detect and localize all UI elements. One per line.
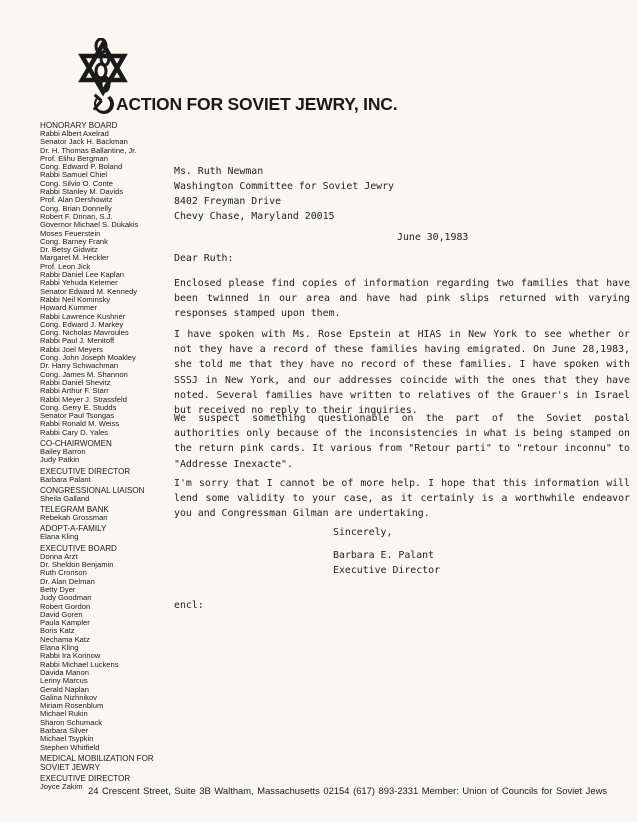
sidebar-member-name: Donna Arzt (40, 551, 78, 561)
closing: Sincerely, (333, 527, 393, 538)
sidebar-section-title: TELEGRAM BANK (40, 505, 109, 515)
organization-name: ACTION FOR SOVIET JEWRY, INC. (116, 94, 398, 114)
sidebar-member-name: Prof. Elihu Bergman (40, 153, 108, 163)
sidebar-member-name: Paula Kampler (40, 618, 90, 628)
sidebar-member-name: Rabbi Daniel Shevitz (40, 377, 111, 387)
sidebar-member-name: Rebekah Grossman (40, 513, 108, 523)
sidebar-member-name: Prof. Leon Jick (40, 261, 91, 271)
sidebar-member-name: Elana Kling (40, 643, 79, 653)
sidebar-section-title: CO-CHAIRWOMEN (40, 438, 112, 448)
sidebar-member-name: Dr. H. Thomas Ballantine, Jr. (40, 145, 137, 155)
sidebar-member-name: Cong. James M. Shannon (40, 369, 128, 379)
sidebar-member-name: Rabbi Neil Kominsky (40, 294, 111, 304)
sidebar-member-name: Cong. Barney Frank (40, 236, 108, 246)
sidebar-member-name: Governor Michael S. Dukakis (40, 220, 139, 230)
letter-body (174, 0, 634, 800)
sidebar-member-name: Barbara Palant (40, 474, 91, 484)
sidebar-member-name: Rabbi Lawrence Kushner (40, 311, 126, 321)
paragraph-1: Enclosed please find copies of information regarding two families that have been twinned in our area and have had pink slips returned with varying responses stamped upon them. (174, 278, 630, 320)
sidebar-member-name: Rabbi Stanley M. Davids (40, 187, 124, 197)
sidebar-member-name: Robert F. Drinan, S.J. (40, 211, 113, 221)
sidebar-member-name: Senator Jack H. Backman (40, 137, 128, 147)
sidebar-member-name: Stephen Whitfield (40, 742, 100, 752)
sidebar-member-name: Rabbi Arthur F. Starr (40, 386, 109, 396)
sidebar-member-name: Judy Goodman (40, 593, 92, 603)
sidebar-member-name: Robert Gordon (40, 601, 91, 611)
sidebar-section-title: HONORARY BOARD (40, 121, 118, 130)
signer-name: Barbara E. Palant (333, 550, 435, 561)
sidebar-member-name: Bailey Barron (40, 446, 86, 456)
sidebar-member-name: Dr. Harry Schwachman (40, 361, 119, 371)
sidebar-member-name: Nechama Katz (40, 634, 90, 644)
sidebar-member-name: Senator Paul Tsongas (40, 411, 115, 421)
sidebar-section-title: ADOPT-A-FAMILY (40, 524, 107, 534)
sidebar-member-name: Dr. Sheldon Benjamin (40, 560, 114, 570)
sidebar-section-title: CONGRESSIONAL LIAISON (40, 485, 145, 495)
sidebar-member-name: Miriam Rosenblum (40, 701, 104, 711)
hammer-sickle-icon (93, 94, 114, 114)
sidebar-member-name: Rabbi Yehuda Kelemer (40, 278, 118, 288)
sidebar-member-name: Galina Nizhnikov (40, 692, 97, 702)
sidebar-member-name: Dr. Betsy Gidwitz (40, 245, 98, 255)
recipient-organization: Washington Committee for Soviet Jewry (174, 181, 394, 192)
signer-title: Executive Director (333, 565, 441, 576)
sidebar-member-name: Rabbi Joel Meyers (40, 344, 103, 354)
sidebar-member-name: Rabbi Michael Luckens (40, 659, 119, 669)
sidebar-member-name: Gerald Naplan (40, 684, 89, 694)
letterhead-footer: 24 Crescent Street, Suite 3B Waltham, Massachusetts 02154 (617) 893-2331 Member: Union of Councils for Soviet Jews (88, 785, 608, 796)
sidebar-member-name: Rabbi Paul J. Menitoff (40, 336, 115, 346)
sidebar-member-name: Cong. Silvio O. Conte (40, 178, 114, 188)
sidebar-member-name: Rabbi Ronald M. Weiss (40, 419, 120, 429)
paragraph-4: I'm sorry that I cannot be of more help. I hope that this information will lend some validity to your case, as it certainly is a worthwhile endeavor you and Congressman Gilman are undertaking. (174, 478, 630, 520)
recipient-city: Chevy Chase, Maryland 20015 (174, 211, 335, 222)
sidebar-member-name: Rabbi Daniel Lee Kaplan (40, 270, 125, 280)
sidebar-member-name: Rabbi Samuel Chiel (40, 170, 108, 180)
enclosure-note: encl: (174, 600, 204, 611)
paragraph-3: We suspect something questionable on the part of the Soviet postal authorities only because of the inconsistencies in what is being stamped on the return pink cards. It various from "Retour parti" to "retour inconnu" to "Addresse Inexacte". (174, 413, 630, 470)
sidebar-member-name: Sheila Galland (40, 493, 90, 503)
sidebar-member-name: Senator Edward M. Kennedy (40, 286, 138, 296)
sidebar-member-name: Rabbi Meyer J. Strassfeld (40, 394, 127, 404)
sidebar-member-name: Boris Katz (40, 626, 75, 636)
sidebar-member-name: Moses Feuerstein (40, 228, 101, 238)
recipient-name: Ms. Ruth Newman (174, 166, 264, 177)
paragraph-2: I have spoken with Ms. Rose Epstein at HIAS in New York to see whether or not they have a record of these families having emigrated. On June 28,1983, she told me that they have no record of these families. I have spoken with SSSJ in New York, and our addresses coincide with the ones that they have noted. Several families have written to relatives of the Grauer's in Israel but received no reply to their inquiries. (174, 329, 630, 417)
sidebar-member-name: Margaret M. Heckler (40, 253, 109, 263)
sidebar-member-name: Cong. John Joseph Moakley (40, 353, 136, 363)
sidebar-member-name: Cong. Nicholas Mavroules (40, 328, 129, 338)
sidebar-member-name: Joyce Zakim (40, 781, 83, 791)
sidebar-section-title: EXECUTIVE DIRECTOR (40, 773, 131, 783)
sidebar-member-name: David Goren (40, 609, 83, 619)
sidebar-member-name: Cong. Brian Donnelly (40, 203, 112, 213)
sidebar-section-title: MEDICAL MOBILIZATION FOR SOVIET JEWRY (40, 753, 154, 772)
sidebar-member-name: Cong. Edward J. Markey (40, 319, 124, 329)
recipient-street: 8402 Freyman Drive (174, 196, 282, 207)
sidebar-member-name: Cong. Gerry E. Studds (40, 402, 117, 412)
sidebar-member-name: Davida Manon (40, 667, 89, 677)
sidebar-section-title: EXECUTIVE DIRECTOR (40, 466, 131, 476)
sidebar-member-name: Rabbi Albert Axelrad (40, 129, 109, 138)
sidebar-member-name: Ruth Cronson (40, 568, 87, 578)
sidebar-member-name: Sharon Schumack (40, 717, 103, 727)
board-member-list (40, 121, 162, 791)
sidebar-member-name: Barbara Silver (40, 726, 89, 735)
sidebar-member-name: Michael Tsypkin (40, 734, 94, 744)
sidebar-member-name: Howard Kummer (40, 303, 97, 313)
sidebar-member-name: Prof. Alan Dershowitz (40, 195, 113, 205)
letter-date: June 30,1983 (397, 232, 469, 243)
sidebar-member-name: Michael Rukin (40, 709, 88, 719)
salutation: Dear Ruth: (174, 253, 234, 264)
sidebar-member-name: Cong. Edward P. Boland (40, 162, 123, 172)
sidebar-member-name: Rabbi Ira Korinow (40, 651, 101, 661)
sidebar-member-name: Lenny Marcus (40, 676, 88, 686)
sidebar-member-name: Betty Dyer (40, 584, 76, 594)
sidebar-member-name: Rabbi Cary D. Yales (40, 427, 109, 437)
sidebar-member-name: Dr. Alan Delman (40, 576, 95, 586)
sidebar-section-title: EXECUTIVE BOARD (40, 543, 117, 553)
sidebar-member-name: Elana Kling (40, 532, 79, 542)
sidebar-member-name: Judy Patkin (40, 455, 80, 465)
